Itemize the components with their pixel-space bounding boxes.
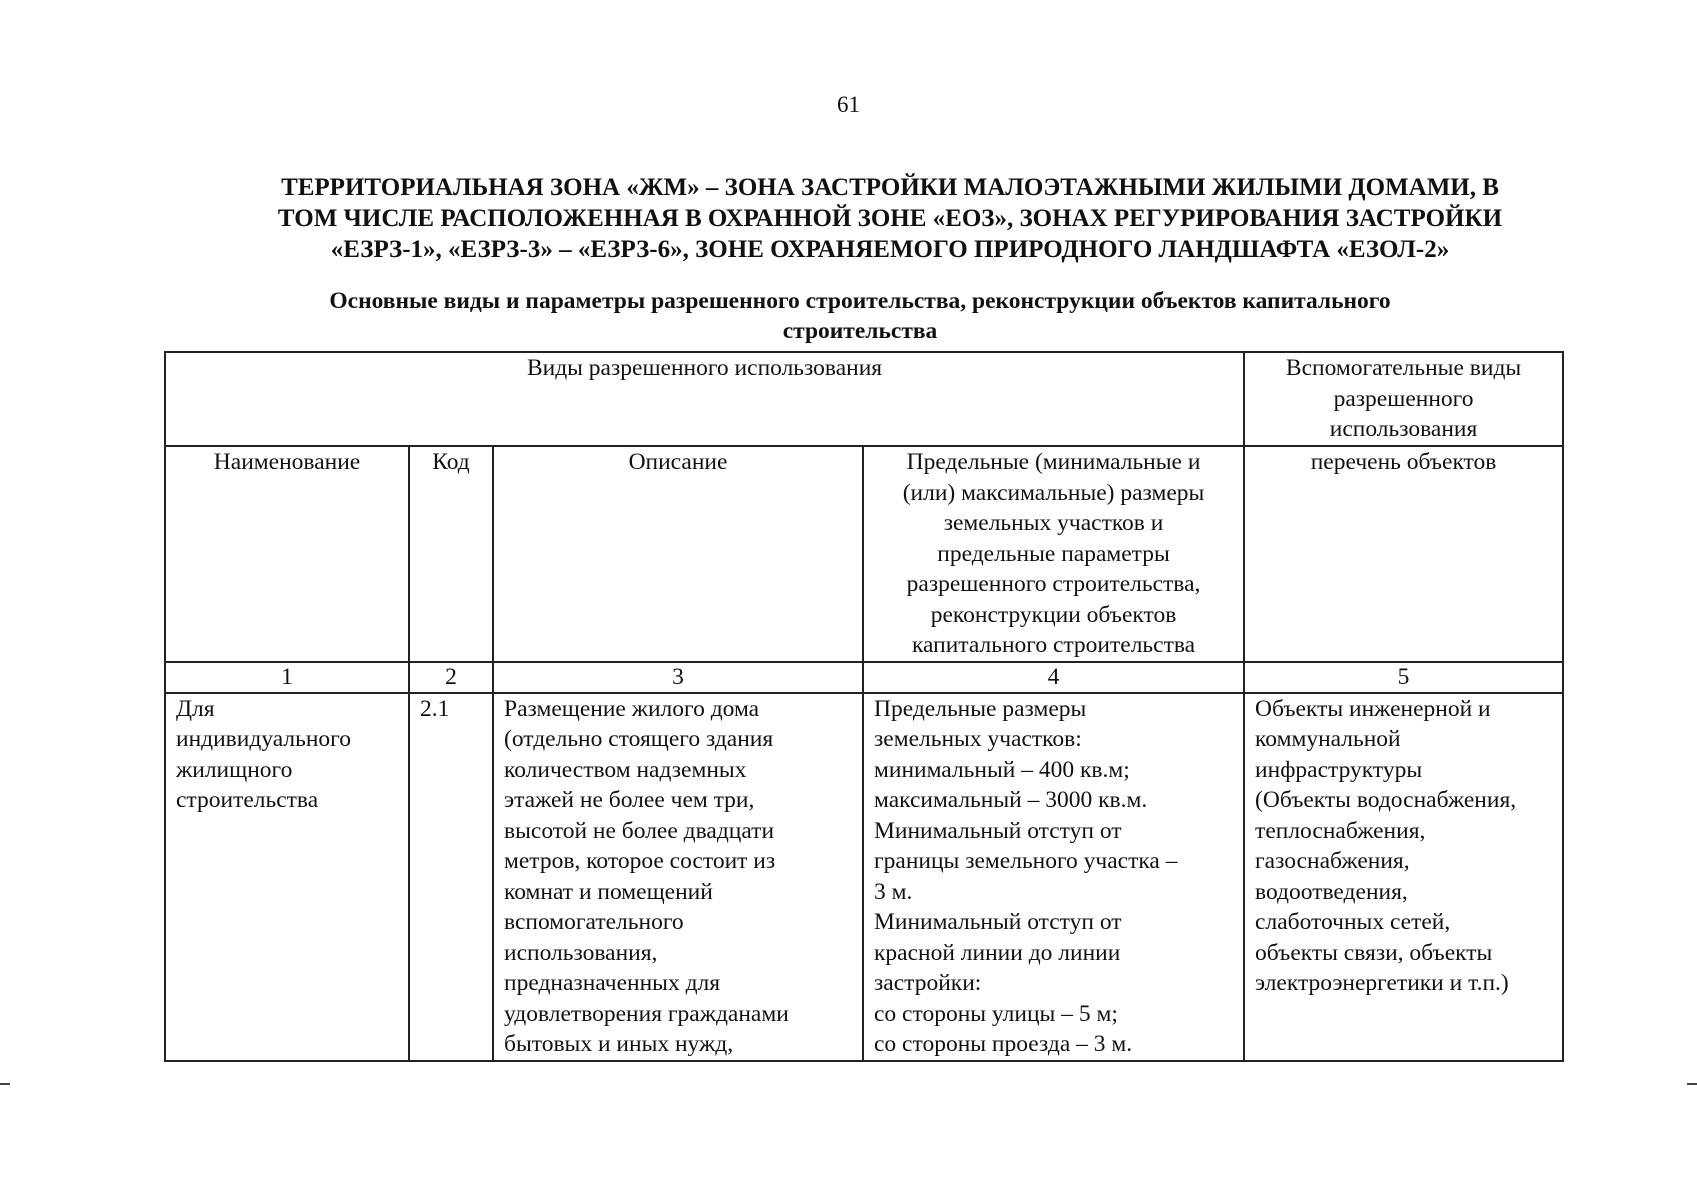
row-description-line: высотой не более двадцати [504, 817, 775, 844]
table-header-row [165, 352, 1563, 446]
row-objects-line: электроэнергетики и т.п.) [1255, 970, 1509, 996]
header-limits-cell [863, 446, 1244, 662]
row-objects-line: инфраструктуры [1255, 756, 1423, 783]
header-description: Описание [628, 449, 728, 475]
section-subtitle [180, 286, 1540, 346]
row-objects-line: коммунальной [1255, 726, 1401, 752]
header-limits-line: земельных участков и [943, 510, 1164, 536]
header-limits-line: Предельные (минимальные и [906, 449, 1201, 475]
title-line: «ЕЗРЗ-1», «ЕЗРЗ-3» – «ЕЗРЗ-6», ЗОНЕ ОХРАНЯЕМОГО ПРИРОДНОГО ЛАНДШАФТА «ЕЗОЛ-2» [330, 236, 1450, 263]
aux-header-line: разрешенного [1333, 385, 1474, 412]
aux-header-cell [1244, 352, 1563, 446]
header-objects-cell [1244, 446, 1563, 662]
row-objects-cell [1244, 693, 1563, 1061]
row-limits-line: со стороны улицы – 5 м; [874, 1000, 1118, 1027]
aux-header-line: использования [1329, 416, 1478, 442]
row-limits-line: красной линии до линии [874, 939, 1121, 966]
row-limits-line: земельных участков: [874, 726, 1082, 752]
row-name-line: строительства [176, 787, 319, 813]
row-description-line: удовлетворения гражданами [504, 1000, 789, 1027]
column-number: 4 [863, 662, 1244, 693]
row-objects-line: водоотведения, [1255, 878, 1408, 905]
row-objects-line: Объекты инженерной и [1255, 695, 1491, 722]
subtitle-line: строительства [782, 318, 938, 344]
row-objects-line: газоснабжения, [1255, 848, 1410, 874]
row-objects-line: слаботочных сетей, [1255, 909, 1451, 935]
header-name: Наименование [213, 449, 361, 475]
row-description-line: этажей не более чем три, [504, 787, 755, 813]
row-limits-line: Предельные размеры [874, 695, 1087, 722]
header-limits-line: (или) максимальные) размеры [902, 479, 1205, 506]
row-objects-line: объекты связи, объекты [1255, 939, 1493, 966]
column-number: 2 [409, 662, 493, 693]
row-limits-line: застройки: [874, 970, 982, 996]
group-header-label: Виды разрешенного использования [526, 355, 883, 381]
row-description-line: бытовых и иных нужд, [504, 1031, 734, 1057]
row-limits-line: 3 м. [874, 878, 913, 905]
row-description-line: комнат и помещений [504, 878, 713, 905]
row-limits-line: Минимальный отступ от [874, 817, 1122, 844]
header-limits-line: предельные параметры [937, 540, 1170, 567]
group-header-cell [165, 352, 1244, 446]
column-number: 3 [493, 662, 863, 693]
row-description-line: количеством надземных [504, 756, 747, 783]
row-description-cell [493, 693, 863, 1061]
header-limits-line: капитального строительства [911, 632, 1196, 658]
column-number-row [165, 662, 1563, 693]
row-description-line: (отдельно стоящего здания [504, 726, 774, 752]
row-name-line: жилищного [176, 756, 293, 783]
page-number: 61 [837, 92, 860, 117]
header-code-cell [409, 446, 493, 662]
column-number: 1 [165, 662, 409, 693]
row-code-cell [409, 693, 493, 1061]
column-number: 5 [1244, 662, 1563, 693]
row-limits-line: со стороны проезда – 3 м. [874, 1031, 1133, 1057]
table-row [165, 693, 1563, 1061]
row-description-line: использования, [504, 939, 658, 966]
aux-header-line: Вспомогательные виды [1285, 355, 1522, 381]
row-code: 2.1 [420, 695, 450, 722]
row-limits-line: минимальный – 400 кв.м; [874, 756, 1130, 783]
row-description-line: предназначенных для [504, 970, 721, 996]
scan-mark [1687, 1083, 1697, 1085]
row-description-line: вспомогательного [504, 909, 684, 935]
row-limits-line: границы земельного участка – [874, 848, 1178, 874]
scan-mark [0, 1083, 10, 1085]
header-description-cell [493, 446, 863, 662]
row-description-line: метров, которое состоит из [504, 848, 776, 874]
title-line: ТОМ ЧИСЛЕ РАСПОЛОЖЕННАЯ В ОХРАННОЙ ЗОНЕ «ЕОЗ», ЗОНАХ РЕГУРИРОВАНИЯ ЗАСТРОЙКИ [277, 205, 1503, 232]
row-description-line: Размещение жилого дома [504, 695, 760, 722]
row-limits-cell [863, 693, 1244, 1061]
title-line: ТЕРРИТОРИАЛЬНАЯ ЗОНА «ЖМ» – ЗОНА ЗАСТРОЙКИ МАЛОЭТАЖНЫМИ ЖИЛЫМИ ДОМАМИ, В [281, 174, 1499, 201]
row-objects-line: (Объекты водоснабжения, [1255, 787, 1517, 813]
row-limits-line: Минимальный отступ от [874, 909, 1122, 935]
column-header-row [165, 446, 1563, 662]
header-limits-line: реконструкции объектов [930, 601, 1177, 628]
row-objects-line: теплоснабжения, [1255, 817, 1426, 844]
header-objects: перечень объектов [1310, 449, 1497, 475]
zone-title [180, 172, 1600, 265]
header-code: Код [432, 449, 470, 475]
row-name-line: Для [176, 695, 215, 722]
header-limits-line: разрешенного строительства, [906, 571, 1201, 597]
subtitle-line: Основные виды и параметры разрешенного строительства, реконструкции объектов капитального [329, 288, 1391, 314]
row-name-line: индивидуального [176, 726, 351, 752]
row-limits-line: максимальный – 3000 кв.м. [874, 787, 1148, 813]
row-name-cell [165, 693, 409, 1061]
permitted-use-table [164, 351, 1564, 1062]
header-name-cell [165, 446, 409, 662]
